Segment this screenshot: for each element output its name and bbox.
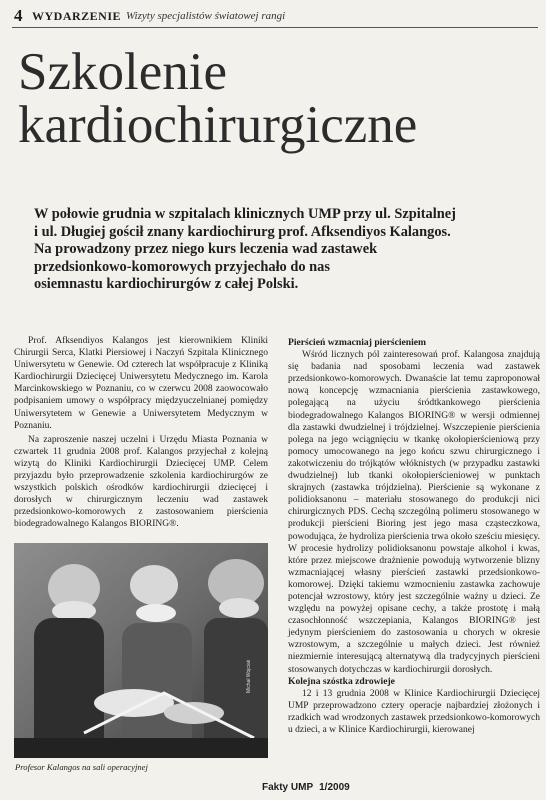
lead-line: osiemnastu kardiochirurgów z całej Polski.: [34, 276, 299, 292]
page-number: 4: [14, 6, 23, 25]
body-paragraph: Wśród licznych pól zainteresowań prof. Kalangosa znajdują się badania nad sposobami leczenia wad zastawek przedsionkowo-komorowych. Dwanaście lat temu zaproponował nową koncepcję wzmacniania pierścienia zastawkowego, polegającą na użyciu śródtkankowego pierścienia biodegradowalnego Kalangos BIORING® w wersji odmiennej dla zastawki dwudzielnej i trójdzielnej. Wszczepienie pierścienia polega na jego wciągnięciu w tkankę okołopierścieniową przy pomocy umocowanego na jego końcu szwu chirurgicznego i zakotwiczeniu do trójkątów włóknistych (w przypadku zastawki dwudzielnej) lub tkanki okołopierścieniowej w punktach skrajnych (zastawka trójdzielna). Pierścienie są wykonane z polidioksanonu – materiału stosowanego do produkcji nici chirurgicznych PDS. Cechą szczególną polimeru stosowanego w produkcji pierścieni Bioring jest jego masa cząsteczkowa, powodująca, że hydroliza pierścienia trwa około sześciu miesięcy. W procesie hydrolizy polidioksanonu powstaje alkohol i kwas, które przez miejscowe drażnienie powodują wytworzenie blizny wzmacniającej własny pierścień zastawki przedsionkowo-komorowej. Dzięki takiemu wzmocnieniu zastawka zachowuje potencjał wzrostowy, który jest szczególnie ważny u dzieci. Ze względu na powyżej opisane cechy, a także prostotę i małą czasochłonność wszczepiania, Kalangos BIORING® jest jedynym pierścieniem do zastosowania u chorych w okresie wzrostowym, a szczególnie u małych dzieci. Jest również niezmiernie interesującą alternatywą dla tradycyjnych pierścieni stosowanych dotychczas w kardiochirurgii dorosłych.: [288, 350, 540, 675]
article-lead: [34, 206, 504, 294]
page-footer: [262, 782, 350, 793]
body-paragraph: Na zaproszenie naszej uczelni i Urzędu Miasta Poznania w czwartek 11 grudnia 2008 prof. Kalangos przyjechał z kolejną wizytą do Kliniki Kardiochirurgii Dziecięcej UMP. Celem przyjazdu było przeprowadzenie szkolenia kardiochirurgów ze wszystkich polskich ośrodków kardiochirurgii dziecięcej i dorosłych w chirurgicznym leczeniu wad zastawek przedsionkowo-komorowych z zastosowaniem pierścienia biodegradowalnego Kalangos BIORING®.: [14, 434, 268, 530]
lead-line: W połowie grudnia w szpitalach klinicznych UMP przy ul. Szpitalnej: [34, 206, 456, 222]
left-column: [14, 335, 268, 531]
photo-credit: Michał Wojciak: [246, 659, 252, 693]
lead-line: przedsionkowo-komorowych przyjechało do nas: [34, 258, 330, 275]
publication-name: Fakty UMP: [262, 782, 314, 793]
subsection-label: Wizyty specjalistów światowej rangi: [126, 10, 286, 22]
issue-number: 1/2009: [319, 782, 350, 793]
lead-line: Na prowadzony przez niego kurs leczenia wad zastawek: [34, 241, 378, 257]
section-heading: Pierścień wzmacniaj pierścieniem: [288, 337, 426, 348]
section-heading: Kolejna szóstka zdrowieje: [288, 675, 395, 687]
article-title-line-2: kardiochirurgiczne: [18, 96, 418, 154]
page-header: [14, 6, 536, 28]
article-title-line-1: Szkolenie: [18, 43, 227, 101]
photo-caption: Profesor Kalangos na sali operacyjnej: [15, 762, 148, 772]
lead-line: i ul. Długiej gościł znany kardiochirurg prof. Afksendiyos Kalangos.: [34, 223, 451, 240]
body-paragraph: Prof. Afksendiyos Kalangos jest kierownikiem Kliniki Chirurgii Serca, Klatki Piersiowej i Naczyń Szpitala Klinicznego Uniwersytetu w Genewie. Od czterech lat współpracuje z Kliniką Kardiochirurgii Dziecięcej Uniwersytetu Medycznego im. Karola Marcinkowskiego w Poznaniu, co w czerwcu 2008 zaowocowało podpisaniem umowy o współpracy międzyuczelnianej pomiędzy Uniwersytetem w Genewie a Uniwersytetem Medycznym w Poznaniu.: [14, 336, 268, 431]
operating-room-photo: [14, 543, 268, 758]
section-label: WYDARZENIE: [32, 9, 122, 23]
header-divider: [12, 27, 538, 28]
article-title: [18, 43, 538, 154]
body-paragraph: 12 i 13 grudnia 2008 w Klinice Kardiochirurgii Dziecięcej UMP przeprowadzono cztery operacje najbardziej złożonych i rzadkich wad wrodzonych zastawek przedsionkowo-komorowych u dzieci, a w Klinice Kardiochirurgii, kierowanej: [288, 688, 540, 735]
right-column: [288, 337, 540, 736]
